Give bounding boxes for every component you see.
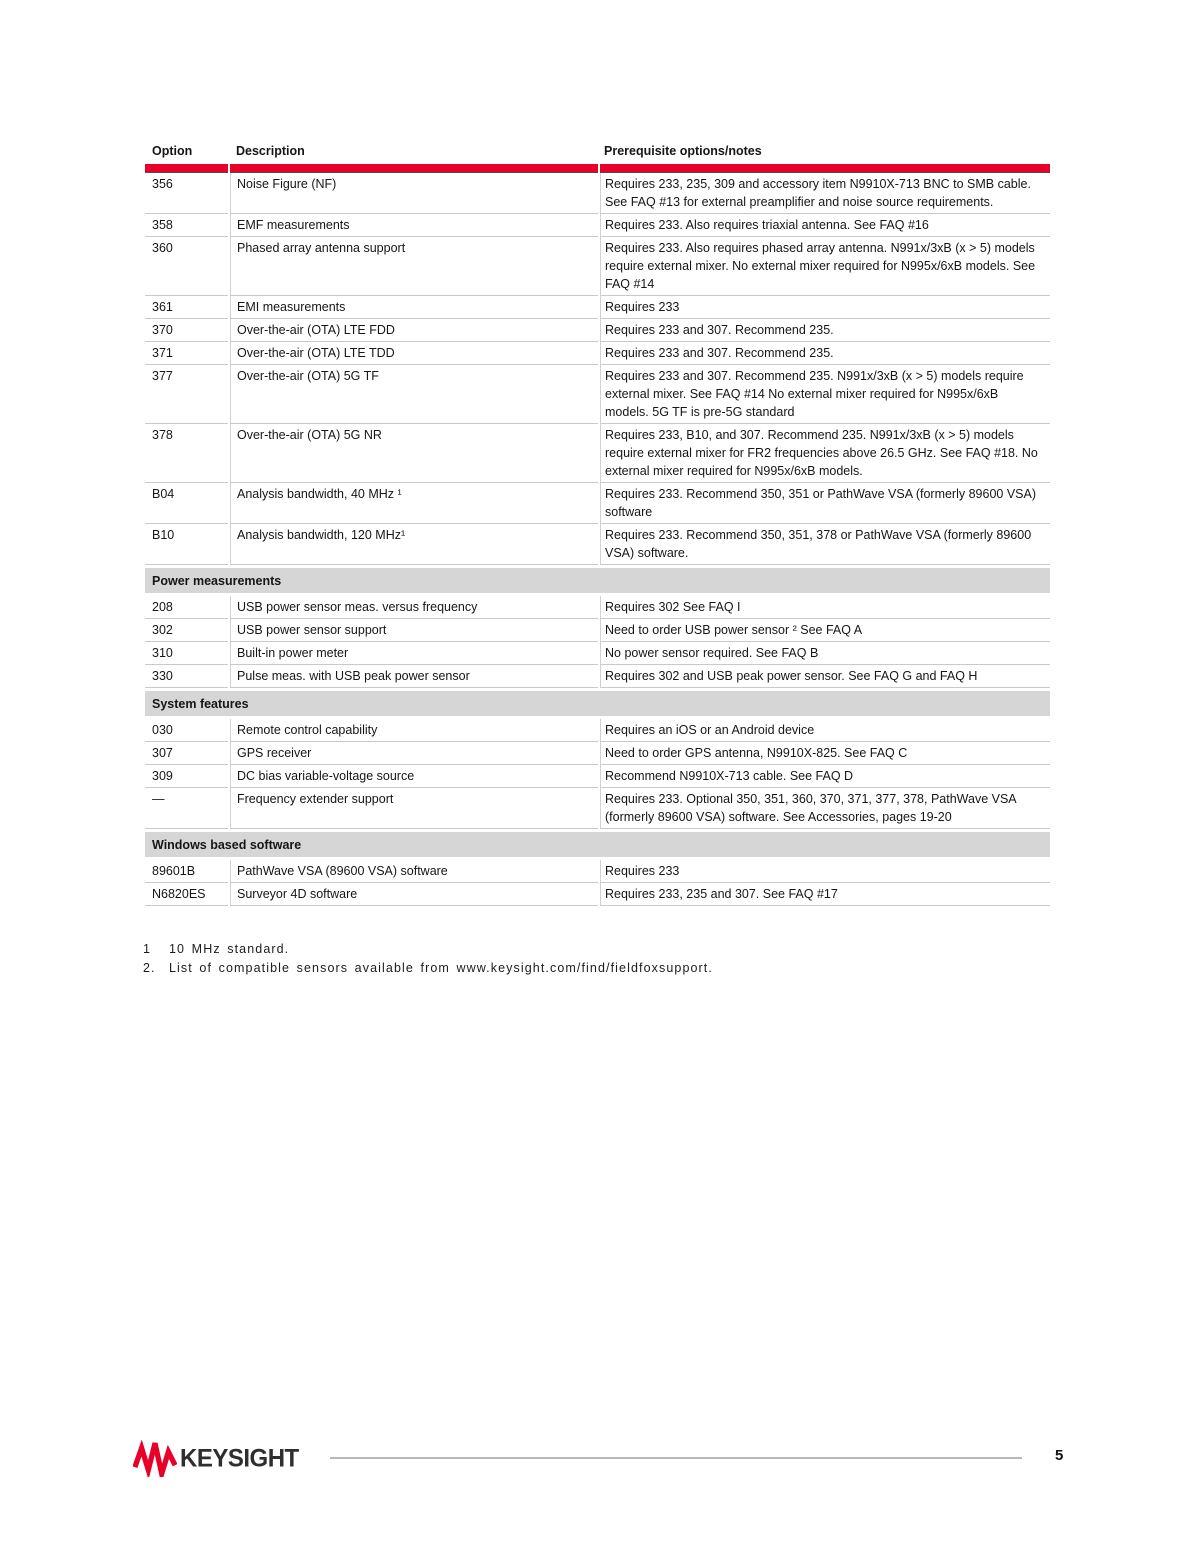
page-footer (133, 1436, 1073, 1482)
cell-notes: Need to order USB power sensor ² See FAQ A (600, 619, 1050, 642)
keysight-spark-icon (133, 1440, 177, 1477)
table-row (145, 214, 1050, 237)
cell-description: Over-the-air (OTA) LTE TDD (230, 342, 598, 365)
cell-option: 360 (145, 237, 228, 296)
table-row (145, 524, 1050, 565)
cell-description: Analysis bandwidth, 120 MHz¹ (230, 524, 598, 565)
table-row (145, 619, 1050, 642)
cell-notes: Recommend N9910X-713 cable. See FAQ D (600, 765, 1050, 788)
table-row (145, 342, 1050, 365)
cell-notes: Requires an iOS or an Android device (600, 719, 1050, 742)
column-header-notes: Prerequisite options/notes (604, 144, 762, 158)
cell-option: 309 (145, 765, 228, 788)
cell-option: 370 (145, 319, 228, 342)
cell-description: Analysis bandwidth, 40 MHz ¹ (230, 483, 598, 524)
cell-notes: Requires 233 (600, 296, 1050, 319)
page-number: 5 (1055, 1447, 1064, 1464)
cell-notes: Requires 233 and 307. Recommend 235. (600, 319, 1050, 342)
table-row (145, 719, 1050, 742)
cell-description: EMF measurements (230, 214, 598, 237)
footnote-text: List of compatible sensors available from www.keysight.com/find/fieldfoxsupport. (169, 961, 713, 975)
section-header-row (145, 832, 1050, 857)
section-title: Power measurements (152, 573, 282, 588)
accent-bar-segment (230, 164, 598, 173)
table-row (145, 642, 1050, 665)
cell-notes: Requires 233 and 307. Recommend 235. (600, 342, 1050, 365)
cell-option: 358 (145, 214, 228, 237)
table-row (145, 319, 1050, 342)
cell-description: GPS receiver (230, 742, 598, 765)
table-row (145, 742, 1050, 765)
cell-option: 330 (145, 665, 228, 688)
table-row (145, 665, 1050, 688)
cell-option: 378 (145, 424, 228, 483)
cell-description: Remote control capability (230, 719, 598, 742)
cell-description: Phased array antenna support (230, 237, 598, 296)
cell-option: — (145, 788, 228, 829)
accent-bar-segment (145, 164, 228, 173)
table-row (145, 424, 1050, 483)
cell-notes: No power sensor required. See FAQ B (600, 642, 1050, 665)
table-row (145, 365, 1050, 424)
cell-notes: Requires 233. Also requires triaxial antenna. See FAQ #16 (600, 214, 1050, 237)
cell-notes: Requires 233. Also requires phased array antenna. N991x/3xB (x > 5) models require external mixer. No external mixer required for N995x/6xB models. See FAQ #14 (600, 237, 1050, 296)
cell-option: B10 (145, 524, 228, 565)
cell-description: Built-in power meter (230, 642, 598, 665)
cell-option: 302 (145, 619, 228, 642)
cell-description: Frequency extender support (230, 788, 598, 829)
cell-description: Over-the-air (OTA) LTE FDD (230, 319, 598, 342)
section-title: Windows based software (152, 837, 302, 852)
cell-option: 030 (145, 719, 228, 742)
cell-description: PathWave VSA (89600 VSA) software (230, 860, 598, 883)
column-header-description: Description (236, 144, 305, 158)
cell-notes: Requires 233. Recommend 350, 351 or PathWave VSA (formerly 89600 VSA) software (600, 483, 1050, 524)
cell-notes: Requires 233 and 307. Recommend 235. N991x/3xB (x > 5) models require external mixer. See FAQ #14 No external mixer required for N995x/6xB models. 5G TF is pre-5G standard (600, 365, 1050, 424)
cell-notes: Requires 233. Recommend 350, 351, 378 or PathWave VSA (formerly 89600 VSA) software. (600, 524, 1050, 565)
table-row (145, 237, 1050, 296)
cell-notes: Need to order GPS antenna, N9910X-825. See FAQ C (600, 742, 1050, 765)
footnote (143, 940, 903, 959)
cell-notes: Requires 302 and USB peak power sensor. See FAQ G and FAQ H (600, 665, 1050, 688)
cell-notes: Requires 233, 235 and 307. See FAQ #17 (600, 883, 1050, 906)
cell-description: Pulse meas. with USB peak power sensor (230, 665, 598, 688)
cell-description: USB power sensor meas. versus frequency (230, 596, 598, 619)
table-row (145, 483, 1050, 524)
cell-notes: Requires 233. Optional 350, 351, 360, 370, 371, 377, 378, PathWave VSA (formerly 89600 VSA) software. See Accessories, pages 19-20 (600, 788, 1050, 829)
cell-option: 310 (145, 642, 228, 665)
section-header-row (145, 691, 1050, 716)
cell-description: Surveyor 4D software (230, 883, 598, 906)
options-table-rows (145, 173, 1050, 906)
section-title: System features (152, 696, 249, 711)
section-header-row (145, 568, 1050, 593)
cell-description: Over-the-air (OTA) 5G TF (230, 365, 598, 424)
accent-bar-segment (600, 164, 1050, 173)
footnote-marker: 2. (143, 961, 156, 975)
header-accent-bar (145, 164, 1050, 173)
footnote-marker: 1 (143, 942, 152, 956)
cell-notes: Requires 233, 235, 309 and accessory item N9910X-713 BNC to SMB cable. See FAQ #13 for external preamplifier and noise source requirements. (600, 173, 1050, 214)
footnote (143, 959, 903, 978)
cell-option: 356 (145, 173, 228, 214)
cell-option: 89601B (145, 860, 228, 883)
footer-divider (330, 1457, 1022, 1459)
cell-option: 361 (145, 296, 228, 319)
cell-description: EMI measurements (230, 296, 598, 319)
cell-description: USB power sensor support (230, 619, 598, 642)
table-row (145, 296, 1050, 319)
table-row (145, 765, 1050, 788)
table-row (145, 860, 1050, 883)
keysight-logo (133, 1440, 299, 1477)
cell-notes: Requires 233 (600, 860, 1050, 883)
cell-description: Over-the-air (OTA) 5G NR (230, 424, 598, 483)
table-header-row (145, 144, 1050, 164)
cell-notes: Requires 233, B10, and 307. Recommend 235. N991x/3xB (x > 5) models require external mixer for FR2 frequencies above 26.5 GHz. See FAQ #18. No external mixer required for N995x/6xB models. (600, 424, 1050, 483)
table-row (145, 596, 1050, 619)
cell-option: 307 (145, 742, 228, 765)
cell-option: B04 (145, 483, 228, 524)
cell-option: 208 (145, 596, 228, 619)
footnote-text: 10 MHz standard. (169, 942, 290, 956)
cell-option: 371 (145, 342, 228, 365)
cell-description: Noise Figure (NF) (230, 173, 598, 214)
keysight-logo-text: KEYSIGHT (180, 1443, 299, 1473)
table-row (145, 788, 1050, 829)
cell-notes: Requires 302 See FAQ I (600, 596, 1050, 619)
footnotes (143, 940, 903, 978)
cell-option: 377 (145, 365, 228, 424)
cell-option: N6820ES (145, 883, 228, 906)
column-header-option: Option (152, 144, 193, 158)
cell-description: DC bias variable-voltage source (230, 765, 598, 788)
table-row (145, 173, 1050, 214)
table-row (145, 883, 1050, 906)
options-table (145, 144, 1050, 906)
